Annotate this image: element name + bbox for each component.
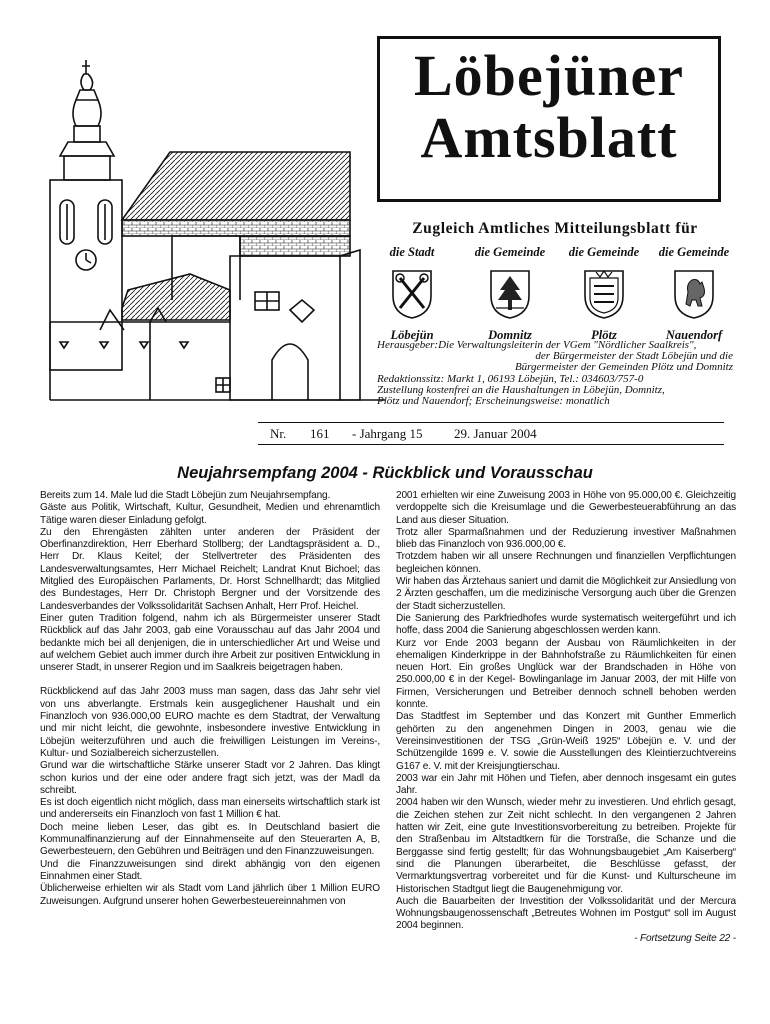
town-church-illustration <box>40 60 385 410</box>
publisher-info <box>377 340 733 407</box>
municipality-header: die Gemeinde <box>474 245 546 259</box>
issue-rule-top <box>258 422 724 423</box>
paragraph: Grund war die wirtschaftliche Stärke unserer Stadt vor 2 Jahren. Das klingt schon kurios und der eine oder andere fragt sich jetzt, was der Madl da schreibt. <box>40 760 380 796</box>
subtitle: Zugleich Amtliches Mitteilungsblatt für <box>412 220 698 237</box>
tree-shield-icon <box>488 268 532 320</box>
paragraph: Kurz vor Ende 2003 begann der Ausbau von Räumlichkeiten in der ehemaligen Kinderkrippe in der Bahnhofstraße zu Räumlichkeiten für einen neuen Hort. Ein großes Unglück war der Brandschaden in Höhe von 250.000,00 € in der Kegel- Bowlinganlage im Januar 2003, der mit Hilfe von Firmen, Versicherungen und Betreiber dennoch schnell behoben werden konnte. <box>396 637 736 711</box>
municipality-header: die Stadt <box>389 245 435 259</box>
paragraph: Trotzdem haben wir all unsere Rechnungen und finanziellen Verpflichtungen begleichen können. <box>396 551 736 575</box>
crowned-shield-icon <box>582 268 626 320</box>
masthead-title <box>377 36 721 202</box>
paragraph-gap <box>40 674 380 686</box>
publisher-line: Herausgeber:Die Verwaltungsleiterin der VGem "Nördlicher Saalkreis", <box>377 339 697 351</box>
paragraph: Einer guten Tradition folgend, nahm ich als Bürgermeister unserer Stadt Rückblick auf das Jahr 2003, gab eine Vorausschau auf das Jahr 2004 und bedankte mich bei all denjenigen, die in unterschiedlicher Art und Weise und auf welchem Gebiet auch immer durch ihre Arbeit zur positiven Entwicklung in unserer Stadt, in unserer Region und im Saalkreis beigetragen haben. <box>40 612 380 674</box>
publisher-line: Zustellung kostenfrei an die Haushaltungen in Löbejün, Domnitz, <box>377 383 665 396</box>
paragraph: Die Sanierung des Parkfriedhofes wurde systematisch weitergeführt und ich hoffe, dass 2004 die Sanierung abgeschlossen werden kann. <box>396 612 736 637</box>
paragraph: Gäste aus Politik, Wirtschaft, Kultur, Gesundheit, Medien und ehrenamtlich Tätige waren dieser Einladung gefolgt. <box>40 502 380 526</box>
paragraph: Das Stadtfest im September und das Konzert mit Gunther Emmerlich gehörten zu den angenehmen Dingen in 2003, genau wie die Vereinsinvestitionen der TSG „Grün-Weiß 1925“ Löbejün e. V. und der Schützengilde 1699 e. V. sowie die Ausstellungen des Kleintierzuchtvereins G167 e. V. mit der Kreisjungtierschau. <box>396 711 736 772</box>
article-column-right <box>396 490 736 945</box>
crossed-keys-shield-icon <box>390 268 434 320</box>
municipality-name: Domnitz <box>488 328 532 342</box>
paragraph: Es ist doch eigentlich nicht möglich, dass man einerseits wirtschaftlich stark ist und andererseits ein Finanzloch von fast 1 Million € hat. <box>40 797 380 821</box>
masthead-line2: Amtsblatt <box>420 105 678 170</box>
paragraph: Rückblickend auf das Jahr 2003 muss man sagen, dass das Jahr sehr viel von uns abverlangte. Erstmals kein ausgeglichener Haushalt und ein Finanzloch von 936.000,00 EURO machte es dem Stadtrat, der Verwaltung und mir nicht leicht, die gewohnte, insbesondere investive Entwicklung in Löbejün weiterzuführen und auch die freiwilligen Leistungen im Vereins-, Kultur- und Sozialbereich sicherzustellen. <box>40 686 380 759</box>
continuation-note: - Fortsetzung Seite 22 - <box>634 932 736 944</box>
municipality-domnitz <box>465 245 555 343</box>
article-column-left <box>40 490 380 908</box>
paragraph: Und die Finanzzuweisungen sind direkt abhängig von den eigenen Einnahmen einer Stadt. <box>40 858 380 882</box>
issue-rule-bottom <box>258 444 724 445</box>
paragraph: Wir haben das Ärztehaus saniert und damit die Möglichkeit zur Ansiedlung von 2 Ärzten geschaffen, um die medizinische Versorgung auch über die Grenzen der Stadt sicherzustellen. <box>396 576 736 612</box>
paragraph: Trotz aller Sparmaßnahmen und der Reduzierung investiver Maßnahmen blieb das Finanzloch von 936.000,00 €. <box>396 526 736 551</box>
lion-shield-icon <box>672 268 716 320</box>
paragraph: Doch meine lieben Leser, das gibt es. In Deutschland basiert die Kommunalfinanzierung auf der Einnahmenseite auf den Steuerarten A, B, Gewerbesteuern, den Gebühren und Beiträgen und den Finanzzuweisungen. <box>40 821 380 858</box>
issue-number: 161 <box>310 426 330 441</box>
municipality-name: Löbejün <box>390 328 434 342</box>
paragraph: 2001 erhielten wir eine Zuweisung 2003 in Höhe von 95.000,00 €. Gleichzeitig verdoppelte sich die Kreisumlage und die Gewerbesteuerabführung an das Land aus dieser Situation. <box>396 490 736 526</box>
municipality-name: Plötz <box>591 328 617 342</box>
paragraph: 2004 haben wir den Wunsch, wieder mehr zu investieren. Und ehrlich gesagt, die Zeichen stehen zur Zeit nicht schlecht. In den vergangenen 2 Jahren hatten wir Zeit, eine gute Investitionsvorbereitung zu betreiben. Projekte für den Straßenbau im Altstadtkern für die Torstraße, die Schanze und die Berggasse sind fertig gestellt; für das Wohnungsbaugebiet „Am Kaiserberg“ sind die Planungen überarbeitet, die Beschlüsse gefasst, der Vermarktungsvertrag vorbereitet und für die Kunst- und Kulturscheune im Historischen Stadtgut liegt die Baugenehmigung vor. <box>396 797 736 895</box>
municipality-header: die Gemeinde <box>568 245 640 259</box>
publisher-line: Plötz und Nauendorf; Erscheinungsweise: monatlich <box>377 395 610 408</box>
publisher-line: Redaktionssitz: Markt 1, 06193 Löbejün, Tel.: 034603/757-0 <box>377 372 644 385</box>
masthead-line1: Löbejüner <box>414 43 684 108</box>
paragraph: Üblicherweise erhielten wir als Stadt vom Land jährlich über 1 Million EURO Zuweisungen. Aufgrund unserer hohen Gewerbesteuereinnahmen von <box>40 883 380 907</box>
municipality-header: die Gemeinde <box>658 245 730 259</box>
paragraph: 2003 war ein Jahr mit Höhen und Tiefen, aber dennoch insgesamt ein gutes Jahr. <box>396 772 736 797</box>
municipality-name: Nauendorf <box>665 328 723 342</box>
paragraph: Auch die Bauarbeiten der Investition der Volkssolidarität und der Mercura Wohnungsbaugenossenschaft „Betreutes Wohnen im Postgut“ soll im August 2004 beginnen. <box>396 895 736 932</box>
article-headline: Neujahrsempfang 2004 - Rückblick und Vorausschau <box>177 464 593 482</box>
paragraph: Zu den Ehrengästen zählten unter anderen der Präsident der Oberfinanzdirektion, Herr Eberhard Stollberg; der Landtagspräsident a. D., Herr Dr. Klaus Keitel; der Stellvertreter des Präsidenten des Landesverwaltungsamtes, Herr Michael Reichelt; Landrat Knut Bichoel; das Mitglied des Europäischen Parlaments, Dr. Horst Schnellhardt; das Mitglied des Bundestages, Herr Dr. Christoph Bergner und der Vorsitzende des Landesverbandes der Volkssolidarität Sachsen Anhalt, Herr Prof. Heichel. <box>40 526 380 612</box>
issue-nr-label: Nr. <box>270 426 287 441</box>
municipality-nauendorf <box>649 245 739 343</box>
paragraph: Bereits zum 14. Male lud die Stadt Löbejün zum Neujahrsempfang. <box>40 490 331 501</box>
municipality-ploetz <box>559 245 649 343</box>
issue-jahrgang: - Jahrgang 15 <box>352 426 423 441</box>
publisher-line: Bürgermeister der Gemeinden Plötz und Domnitz <box>514 361 733 374</box>
municipality-loebejuen <box>377 245 447 343</box>
publisher-line: der Bürgermeister der Stadt Löbejün und die <box>535 350 733 363</box>
issue-date: 29. Januar 2004 <box>454 426 537 441</box>
